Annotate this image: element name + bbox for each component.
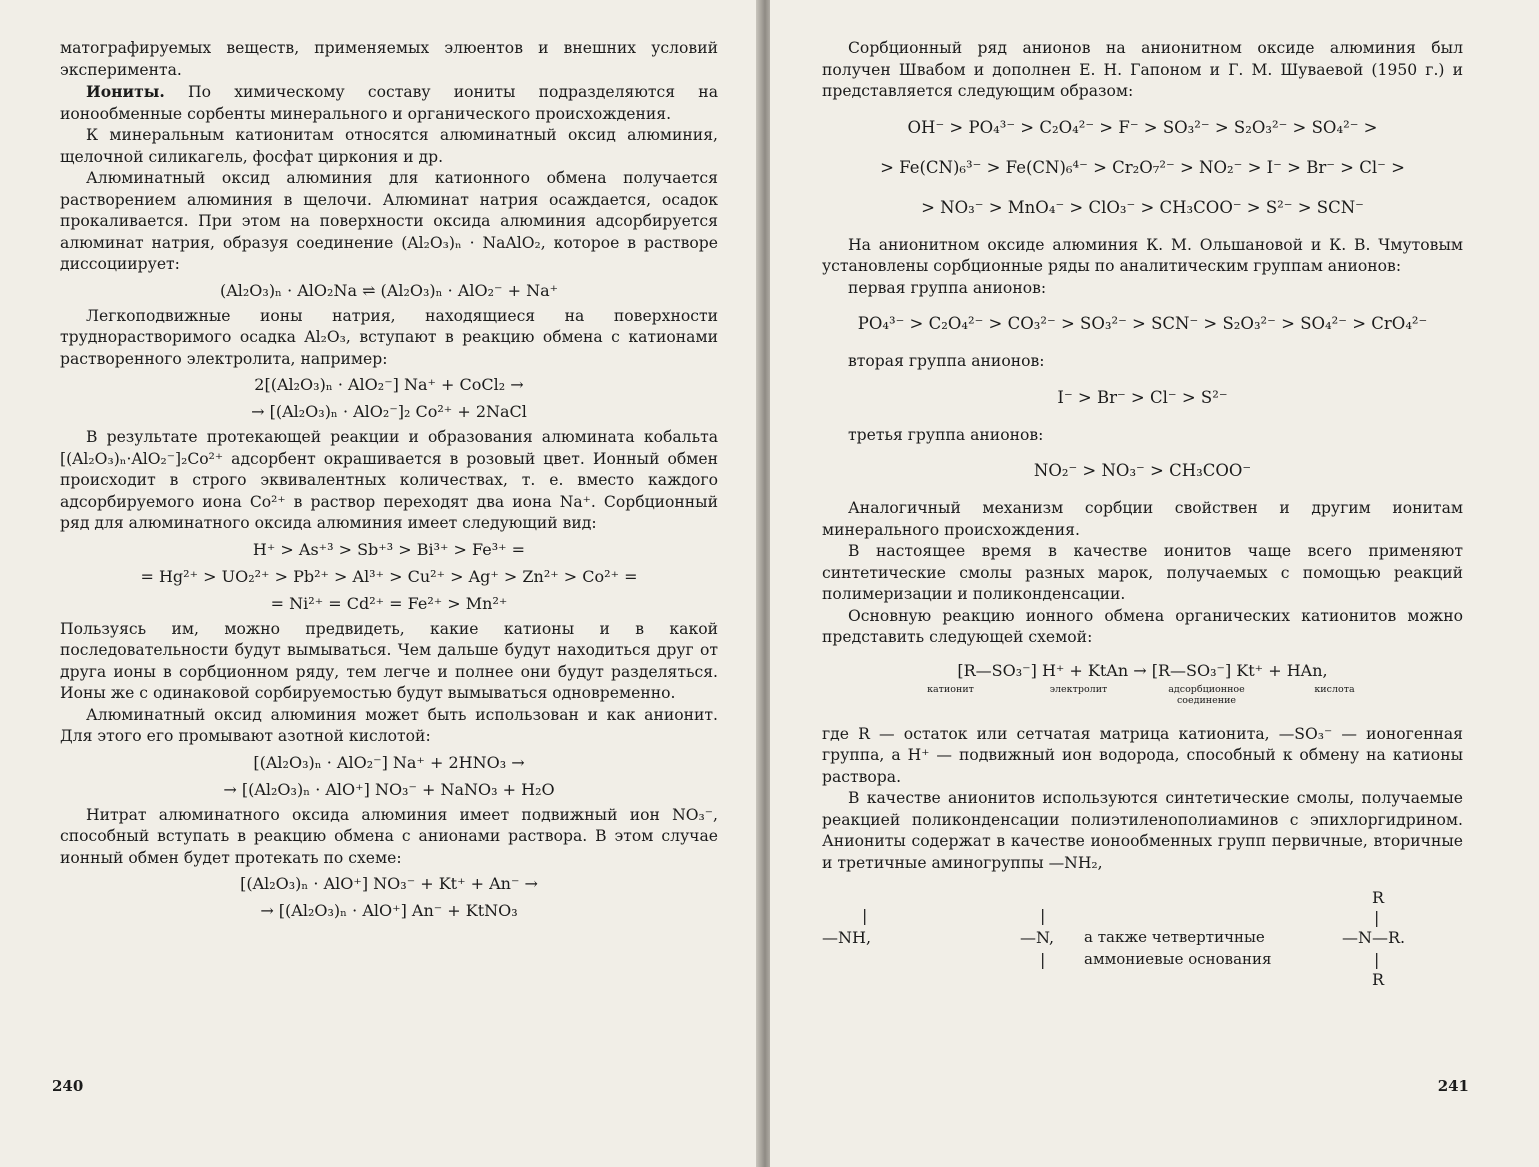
formula: → [(Al₂O₃)ₙ · AlO₂⁻]₂ Co²⁺ + 2NaCl [251,402,527,421]
bond-line: | [1040,906,1046,925]
left-page [0,0,760,1167]
quaternary-ammonium: —N—R. [1342,928,1406,947]
formula: [(Al₂O₃)ₙ · AlO₂⁻] Na⁺ + 2HNO₃ → [253,752,525,772]
radical-r: R [1372,888,1385,907]
group-heading: третья группа анионов: [848,425,1044,444]
label-acid: кислота [1314,683,1355,695]
bold-term: Иониты. [86,82,165,101]
right-page [770,0,1539,1167]
paragraph: Легкоподвижные ионы натрия, находящиеся на поверхности труднорастворимого осадка Al₂O₃, вступают в реакцию обмена с катионами растворенного электролита, например: [60,306,718,368]
secondary-amine: —NH, [822,928,872,947]
formula: (Al₂O₃)ₙ · AlO₂Na ⇌ (Al₂O₃)ₙ · AlO₂⁻ + Na⁺ [219,280,559,300]
page-number: 240 [52,1077,84,1095]
bond-line: | [1040,950,1046,969]
label-electrolyte: электролит [1049,683,1108,695]
paragraph [60,81,718,125]
formula: PO₄³⁻ > C₂O₄²⁻ > CO₃²⁻ > SO₃²⁻ > SCN⁻ > S₂O₃²⁻ > SO₄²⁻ > CrO₄²⁻ [857,314,1428,333]
group-heading: вторая группа анионов: [848,352,1045,370]
paragraph: Алюминатный оксид алюминия для катионного обмена получается растворением алюминия в щелочи. Алюминат натрия осаждается, осадок прокаливается. При этом на поверхности оксида алюминия адсорбируется алюминат натрия, образуя соединение (Al₂O₃)ₙ · NaAlO₂, которое в растворе диссоциирует: [60,169,718,273]
quaternary-label: аммониевые основания [1084,950,1272,968]
paragraph: В качестве анионитов используются синтетические смолы, получаемые реакцией поликонденсации полиэтиленополиаминов с эпихлоргидрином. Аниониты содержат в качестве ионообменных групп первичные, вторичные и третичные аминогруппы —NH₂, [822,789,1463,872]
paragraph: Сорбционный ряд анионов на анионитном оксиде алюминия был получен Швабом и дополнен Е. Н. Гапоном и Г. М. Шуваевой (1950 г.) и представляется следующим образом: [822,39,1463,100]
formula: → [(Al₂O₃)ₙ · AlO⁺] An⁻ + KtNO₃ [260,901,518,920]
paragraph: В настоящее время в качестве ионитов чаще всего применяют синтетические смолы разных марок, получаемых с помощью реакций полимеризации и поликонденсации. [822,542,1463,603]
formula: = Hg²⁺ > UO₂²⁺ > Pb²⁺ > Al³⁺ > Cu²⁺ > Ag⁺ > Zn²⁺ > Co²⁺ = [140,566,638,586]
group-heading: первая группа анионов: [848,278,1047,297]
bond-line: | [1374,950,1380,969]
radical-r: R [1372,970,1385,989]
formula: > NO₃⁻ > MnO₄⁻ > ClO₃⁻ > CH₃COO⁻ > S²⁻ > SCN⁻ [921,197,1364,217]
formula: > Fe(CN)₆³⁻ > Fe(CN)₆⁴⁻ > Cr₂O₇²⁻ > NO₂⁻ > I⁻ > Br⁻ > Cl⁻ > [880,157,1405,177]
paragraph: На анионитном оксиде алюминия К. М. Ольшановой и К. В. Чмутовым установлены сорбционные ряды по аналитическим группам анионов: [822,235,1463,275]
label-cation-exchanger: катионит [927,683,974,695]
formula: = Ni²⁺ = Cd²⁺ = Fe²⁺ > Mn²⁺ [270,593,508,613]
page-number: 241 [1437,1077,1469,1095]
paragraph: Нитрат алюминатного оксида алюминия имеет подвижный ион NO₃⁻, способный вступать в реакцию обмена с анионами раствора. В этом случае ионный обмен будет протекать по схеме: [60,805,718,867]
formula: → [(Al₂O₃)ₙ · AlO⁺] NO₃⁻ + NaNO₃ + H₂O [223,779,555,799]
paragraph: Пользуясь им, можно предвидеть, какие катионы и в какой последовательности будут вымываться. Чем дальше будут находиться друг от друга ионы в сорбционном ряду, тем легче и полнее они будут разделяться. Ионы же с одинаковой сорбируемостью будут вымываться одновременно. [60,619,718,702]
paragraph: К минеральным катионитам относятся алюминатный оксид алюминия, щелочной силикагель, фосфат циркония и др. [60,126,718,166]
quaternary-label: а также четвертичные [1084,928,1265,946]
paragraph: матографируемых веществ, применяемых элюентов и внешних условий эксперимента. [60,39,718,79]
paragraph: В результате протекающей реакции и образования алюмината кобальта [(Al₂O₃)ₙ·AlO₂⁻]₂Co²⁺ адсорбент окрашивается в розовый цвет. Ионный обмен происходит в строго эквивалентных количествах, т. е. вместо каждого адсорбируемого иона Co²⁺ в раствор переходят два иона Na⁺. Сорбционный ряд для алюминатного оксида алюминия имеет следующий вид: [60,428,718,532]
tertiary-amine: —N, [1020,928,1055,947]
paragraph-text: По химическому составу иониты подразделяются на ионообменные сорбенты минерального и органического происхождения. [60,83,718,123]
paragraph: Основную реакцию ионного обмена органических катионитов можно представить следующей схемой: [822,606,1463,646]
formula: [(Al₂O₃)ₙ · AlO⁺] NO₃⁻ + Kt⁺ + An⁻ → [240,874,538,893]
formula: [R—SO₃⁻] H⁺ + KtAn → [R—SO₃⁻] Kt⁺ + HAn, [957,660,1328,680]
paragraph: Аналогичный механизм сорбции свойствен и другим ионитам минерального происхождения. [822,499,1463,539]
formula: I⁻ > Br⁻ > Cl⁻ > S²⁻ [1057,387,1228,407]
amine-structures [822,888,1463,1008]
formula: NO₂⁻ > NO₃⁻ > CH₃COO⁻ [1033,461,1252,480]
paragraph: Алюминатный оксид алюминия может быть использован и как анионит. Для этого его промывают азотной кислотой: [60,705,718,745]
formula: OH⁻ > PO₄³⁻ > C₂O₄²⁻ > F⁻ > SO₃²⁻ > S₂O₃²⁻ > SO₄²⁻ > [907,117,1378,137]
paragraph: где R — остаток или сетчатая матрица катионита, —SO₃⁻ — ионогенная группа, а H⁺ — подвижный ион водорода, способный к обмену на катионы раствора. [822,724,1463,786]
bond-line: | [1374,908,1380,927]
formula: H⁺ > As⁺³ > Sb⁺³ > Bi³⁺ > Fe³⁺ = [252,539,526,559]
bond-line: | [862,906,868,925]
label-adsorption-compound: адсорбционное соединение [1168,683,1245,706]
equation-labels [822,684,1463,706]
formula: 2[(Al₂O₃)ₙ · AlO₂⁻] Na⁺ + CoCl₂ → [254,375,524,394]
